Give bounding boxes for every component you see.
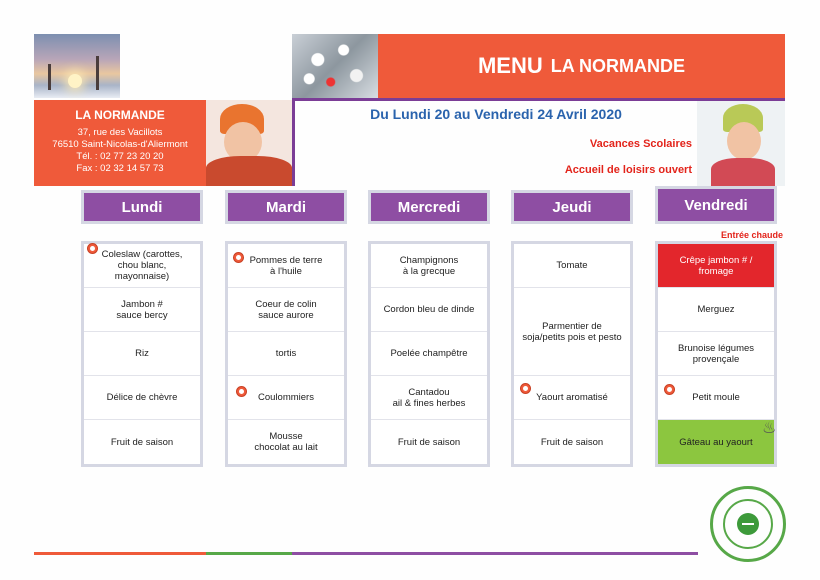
- divider-line: [292, 100, 295, 186]
- menu-item: Petit moule: [658, 376, 774, 420]
- menu-item: Jambon # sauce bercy: [84, 288, 200, 332]
- tree-icon: [96, 56, 99, 90]
- menu-word: MENU: [477, 53, 543, 78]
- local-product-icon: [236, 386, 247, 397]
- contact-address: 37, rue des Vacillots: [77, 127, 163, 138]
- day-column-mercredi: [368, 241, 490, 467]
- menu-item: Fruit de saison: [110, 436, 174, 448]
- divider-line: [292, 98, 785, 101]
- menu-item: Merguez: [658, 288, 774, 332]
- accueil-note: Accueil de loisirs ouvert: [564, 164, 692, 176]
- day-header-mercredi: Mercredi: [368, 190, 490, 224]
- menu-item: Riz: [84, 332, 200, 376]
- menu-item: Yaourt aromatisé: [514, 376, 630, 420]
- menu-item: tortis: [228, 332, 344, 376]
- menu-item: Pommes de terre à l'huile: [228, 244, 344, 288]
- menu-item: Cantadou ail & fines herbes: [371, 376, 487, 420]
- banner-restaurant-name: LA NORMANDE: [550, 55, 686, 76]
- menu-item: Coeur de colin sauce aurore: [228, 288, 344, 332]
- contact-city: 76510 Saint-Nicolas-d'Aliermont: [52, 139, 188, 150]
- child-photo-green-hat: [697, 100, 785, 186]
- menu-banner: [378, 34, 785, 98]
- day-column-jeudi: [511, 241, 633, 467]
- menu-item: Cordon bleu de dinde: [371, 288, 487, 332]
- day-header-lundi: Lundi: [81, 190, 203, 224]
- apple-blossom-photo: [292, 34, 378, 98]
- chef-hat-icon: ♨: [762, 420, 777, 437]
- menu-item: Poelée champêtre: [371, 332, 487, 376]
- menu-item: Gâteau au yaourt: [658, 420, 774, 464]
- menu-item: Coleslaw (carottes, chou blanc, mayonnaise): [84, 244, 200, 288]
- day-column-vendredi: [655, 241, 777, 467]
- menu-item: Crêpe jambon # / fromage: [658, 244, 774, 288]
- menu-item: Fruit de saison: [397, 436, 461, 448]
- local-product-icon: [233, 252, 244, 263]
- menu-item: Fruit de saison: [540, 436, 604, 448]
- day-column-lundi: [81, 241, 203, 467]
- day-header-mardi: Mardi: [225, 190, 347, 224]
- menu-item: Délice de chèvre: [84, 376, 200, 420]
- menu-item: Champignons à la grecque: [371, 244, 487, 288]
- bottom-rule: [206, 552, 292, 555]
- menu-item: Brunoise légumes provençale: [658, 332, 774, 376]
- day-column-mardi: [225, 241, 347, 467]
- menu-item: Coulommiers: [228, 376, 344, 420]
- contact-tel: Tél. : 02 77 23 20 20: [76, 151, 164, 162]
- entree-chaude-label: Entrée chaude: [720, 230, 783, 240]
- local-product-icon: [664, 384, 675, 395]
- winter-sunset-photo: [34, 34, 120, 98]
- menu-item: Tomate: [514, 244, 630, 288]
- menu-item: Mousse chocolat au lait: [254, 431, 318, 453]
- local-product-icon: [520, 383, 531, 394]
- contact-fax: Fax : 02 32 14 57 73: [76, 163, 164, 174]
- restaurant-seal-logo: [710, 486, 786, 562]
- fork-knife-icon: [737, 513, 759, 535]
- vacances-note: Vacances Scolaires: [589, 138, 692, 150]
- contact-name: LA NORMANDE: [75, 108, 165, 122]
- tree-icon: [48, 64, 51, 90]
- menu-item: Parmentier de soja/petits pois et pesto: [514, 288, 630, 376]
- period-title: Du Lundi 20 au Vendredi 24 Avril 2020: [370, 106, 622, 122]
- day-header-vendredi: Vendredi: [655, 186, 777, 224]
- local-product-icon: [87, 243, 98, 254]
- contact-box: [34, 100, 206, 186]
- child-photo-orange-hat: [206, 100, 292, 186]
- bottom-rule: [292, 552, 698, 555]
- day-header-jeudi: Jeudi: [511, 190, 633, 224]
- bottom-rule: [34, 552, 206, 555]
